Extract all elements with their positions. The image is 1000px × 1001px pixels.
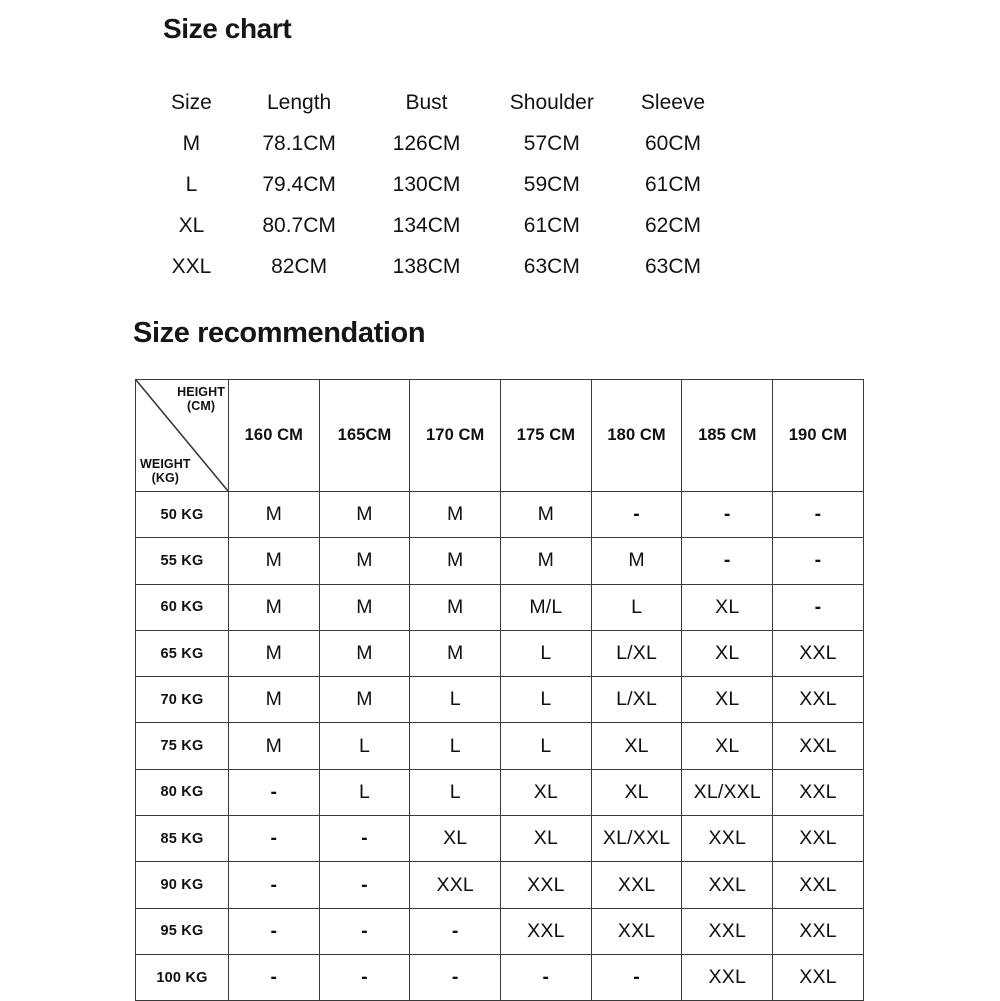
weight-axis-label bbox=[140, 457, 191, 485]
reco-cell-size: XL bbox=[682, 677, 773, 723]
size-chart-col-bust: Bust bbox=[405, 91, 448, 114]
height-column-header: 165CM bbox=[319, 380, 410, 492]
reco-cell-empty: - bbox=[773, 538, 864, 584]
reco-cell-size: XL bbox=[501, 816, 592, 862]
height-column-header: 175 CM bbox=[501, 380, 592, 492]
weight-row-label: 95 KG bbox=[136, 908, 229, 954]
reco-cell-size: M bbox=[229, 677, 320, 723]
reco-cell-empty: - bbox=[229, 769, 320, 815]
table-row bbox=[136, 630, 864, 676]
reco-cell-empty: - bbox=[410, 954, 501, 1000]
reco-cell-size: M bbox=[410, 538, 501, 584]
table-row bbox=[136, 862, 864, 908]
reco-cell-size: XXL bbox=[591, 862, 682, 908]
size-chart-col-sleeve: Sleeve bbox=[640, 91, 706, 114]
reco-cell-size: XXL bbox=[501, 862, 592, 908]
reco-cell-size: XL bbox=[591, 769, 682, 815]
table-row bbox=[150, 123, 730, 164]
reco-cell-size: XXL bbox=[773, 723, 864, 769]
reco-cell-size: M bbox=[591, 538, 682, 584]
reco-cell-empty: - bbox=[682, 492, 773, 538]
size-chart-cell: 126CM bbox=[392, 132, 461, 155]
size-chart-cell: 134CM bbox=[392, 214, 461, 237]
reco-cell-size: XXL bbox=[773, 954, 864, 1000]
table-row bbox=[136, 584, 864, 630]
reco-cell-empty: - bbox=[319, 908, 410, 954]
size-chart-cell: 63CM bbox=[523, 255, 580, 278]
reco-cell-size: M bbox=[319, 677, 410, 723]
reco-cell-empty: - bbox=[229, 862, 320, 908]
table-row bbox=[136, 492, 864, 538]
reco-cell-size: XL bbox=[682, 630, 773, 676]
reco-cell-size: XL bbox=[591, 723, 682, 769]
reco-cell-size: M bbox=[501, 492, 592, 538]
reco-cell-size: XXL bbox=[410, 862, 501, 908]
height-axis-label bbox=[177, 385, 225, 413]
size-recommendation-table bbox=[135, 379, 864, 1001]
reco-cell-size: M bbox=[410, 492, 501, 538]
size-chart-cell: 138CM bbox=[392, 255, 461, 278]
size-chart-cell: L bbox=[185, 173, 198, 196]
height-axis-label-line2: (CM) bbox=[187, 399, 216, 413]
table-row bbox=[136, 908, 864, 954]
reco-cell-size: L bbox=[591, 584, 682, 630]
reco-cell-size: L/XL bbox=[591, 677, 682, 723]
weight-row-label: 75 KG bbox=[136, 723, 229, 769]
reco-cell-size: M bbox=[319, 538, 410, 584]
weight-row-label: 65 KG bbox=[136, 630, 229, 676]
reco-cell-size: M bbox=[229, 630, 320, 676]
reco-cell-size: M bbox=[229, 584, 320, 630]
reco-cell-size: L bbox=[319, 769, 410, 815]
size-chart-col-size: Size bbox=[170, 91, 212, 114]
size-chart-header-row bbox=[150, 82, 730, 123]
reco-header-row bbox=[136, 380, 864, 492]
reco-cell-size: XL bbox=[410, 816, 501, 862]
reco-cell-size: XXL bbox=[773, 630, 864, 676]
height-column-header: 185 CM bbox=[682, 380, 773, 492]
reco-table-body bbox=[136, 492, 864, 1001]
height-axis-label-line1: HEIGHT bbox=[177, 385, 225, 399]
table-row bbox=[136, 723, 864, 769]
size-chart-cell: 63CM bbox=[645, 255, 702, 278]
table-row bbox=[150, 205, 730, 246]
reco-cell-size: XL/XXL bbox=[591, 816, 682, 862]
size-chart-cell: 61CM bbox=[645, 173, 702, 196]
size-chart-cell: 59CM bbox=[523, 173, 580, 196]
weight-row-label: 55 KG bbox=[136, 538, 229, 584]
reco-cell-size: L bbox=[501, 723, 592, 769]
size-chart-cell: 60CM bbox=[645, 132, 702, 155]
reco-cell-size: XL bbox=[682, 723, 773, 769]
table-row bbox=[136, 538, 864, 584]
reco-cell-size: M bbox=[319, 492, 410, 538]
reco-cell-size: M bbox=[229, 538, 320, 584]
weight-row-label: 70 KG bbox=[136, 677, 229, 723]
size-chart-table bbox=[150, 82, 730, 287]
size-chart-cell: 61CM bbox=[523, 214, 580, 237]
reco-cell-size: XXL bbox=[773, 862, 864, 908]
reco-cell-empty: - bbox=[773, 492, 864, 538]
weight-axis-label-line1: WEIGHT bbox=[140, 457, 191, 471]
reco-cell-size: XXL bbox=[682, 954, 773, 1000]
weight-row-label: 50 KG bbox=[136, 492, 229, 538]
axis-corner-cell bbox=[136, 380, 229, 492]
reco-cell-size: XXL bbox=[773, 677, 864, 723]
height-column-header: 190 CM bbox=[773, 380, 864, 492]
reco-cell-size: XXL bbox=[773, 816, 864, 862]
reco-cell-size: XXL bbox=[682, 862, 773, 908]
size-recommendation-title: Size recommendation bbox=[133, 317, 426, 349]
reco-cell-empty: - bbox=[591, 954, 682, 1000]
reco-cell-empty: - bbox=[410, 908, 501, 954]
reco-cell-empty: - bbox=[682, 538, 773, 584]
reco-cell-empty: - bbox=[319, 862, 410, 908]
size-chart-col-shoulder: Shoulder bbox=[509, 91, 594, 114]
reco-cell-size: L/XL bbox=[591, 630, 682, 676]
reco-cell-empty: - bbox=[501, 954, 592, 1000]
weight-row-label: 100 KG bbox=[136, 954, 229, 1000]
reco-cell-size: XXL bbox=[591, 908, 682, 954]
reco-cell-size: L bbox=[410, 677, 501, 723]
table-row bbox=[136, 677, 864, 723]
reco-cell-empty: - bbox=[319, 816, 410, 862]
size-chart-cell: 82CM bbox=[271, 255, 328, 278]
reco-cell-empty: - bbox=[773, 584, 864, 630]
reco-cell-size: M bbox=[319, 630, 410, 676]
reco-cell-size: L bbox=[501, 630, 592, 676]
reco-cell-size: M bbox=[501, 538, 592, 584]
weight-row-label: 90 KG bbox=[136, 862, 229, 908]
reco-cell-size: M bbox=[229, 723, 320, 769]
size-chart-cell: 62CM bbox=[645, 214, 702, 237]
height-column-header: 170 CM bbox=[410, 380, 501, 492]
size-chart-cell: 57CM bbox=[523, 132, 580, 155]
weight-row-label: 60 KG bbox=[136, 584, 229, 630]
reco-cell-size: L bbox=[410, 769, 501, 815]
reco-cell-size: M bbox=[319, 584, 410, 630]
reco-cell-empty: - bbox=[229, 816, 320, 862]
reco-cell-size: XL bbox=[682, 584, 773, 630]
reco-cell-size: M/L bbox=[501, 584, 592, 630]
table-row bbox=[150, 164, 730, 205]
reco-cell-size: XXL bbox=[682, 816, 773, 862]
table-row bbox=[136, 954, 864, 1000]
size-chart-cell: M bbox=[182, 132, 201, 155]
size-chart-cell: XXL bbox=[171, 255, 212, 278]
reco-cell-empty: - bbox=[319, 954, 410, 1000]
height-column-header: 160 CM bbox=[229, 380, 320, 492]
reco-cell-size: L bbox=[501, 677, 592, 723]
weight-axis-label-line2: (KG) bbox=[151, 471, 180, 485]
reco-cell-size: XXL bbox=[773, 769, 864, 815]
size-chart-cell: 78.1CM bbox=[262, 132, 336, 155]
reco-cell-size: XL/XXL bbox=[682, 769, 773, 815]
table-row bbox=[136, 816, 864, 862]
size-chart-title: Size chart bbox=[163, 13, 292, 44]
reco-cell-size: XL bbox=[501, 769, 592, 815]
reco-cell-empty: - bbox=[229, 908, 320, 954]
weight-row-label: 80 KG bbox=[136, 769, 229, 815]
reco-cell-size: M bbox=[410, 584, 501, 630]
reco-cell-size: M bbox=[410, 630, 501, 676]
reco-cell-size: M bbox=[229, 492, 320, 538]
height-column-header: 180 CM bbox=[591, 380, 682, 492]
size-chart-cell: 130CM bbox=[392, 173, 461, 196]
reco-cell-empty: - bbox=[229, 954, 320, 1000]
reco-cell-size: L bbox=[319, 723, 410, 769]
reco-cell-size: XXL bbox=[773, 908, 864, 954]
reco-cell-size: XXL bbox=[682, 908, 773, 954]
size-chart-cell: 79.4CM bbox=[262, 173, 336, 196]
weight-row-label: 85 KG bbox=[136, 816, 229, 862]
size-chart-cell: XL bbox=[178, 214, 205, 237]
reco-cell-empty: - bbox=[591, 492, 682, 538]
reco-cell-size: XXL bbox=[501, 908, 592, 954]
size-chart-cell: 80.7CM bbox=[262, 214, 336, 237]
table-row bbox=[136, 769, 864, 815]
size-chart-col-length: Length bbox=[267, 91, 332, 114]
reco-cell-size: L bbox=[410, 723, 501, 769]
table-row bbox=[150, 246, 730, 287]
